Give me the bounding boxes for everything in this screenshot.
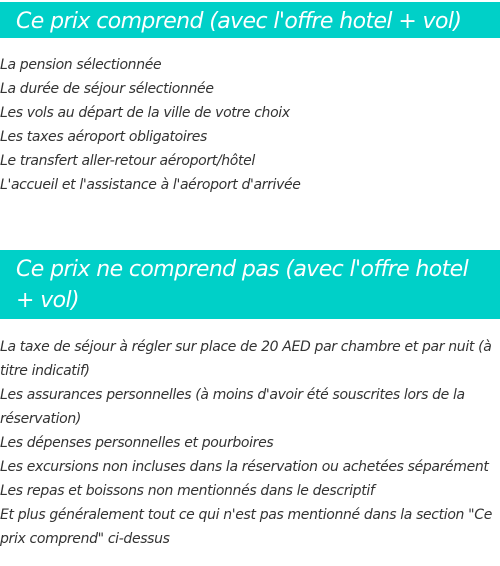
includes-item: Les taxes aéroport obligatoires — [0, 129, 207, 145]
excludes-item: Les repas et boissons non mentionnés dans le descriptif — [0, 483, 375, 499]
excludes-heading: Ce prix ne comprend pas (avec l'offre hotel + vol) — [0, 250, 500, 319]
includes-list — [0, 53, 500, 197]
includes-item: Les vols au départ de la ville de votre choix — [0, 105, 290, 121]
excludes-item: La taxe de séjour à régler sur place de 20 AED par chambre et par nuit (à titre indicatif) — [0, 339, 492, 379]
excludes-item: Et plus généralement tout ce qui n'est pas mentionné dans la section "Ce prix comprend" ci-dessus — [0, 507, 492, 547]
includes-item: La pension sélectionnée — [0, 57, 162, 73]
excludes-section — [0, 250, 500, 551]
includes-item: La durée de séjour sélectionnée — [0, 81, 214, 97]
includes-section — [0, 2, 500, 197]
excludes-item: Les dépenses personnelles et pourboires — [0, 435, 274, 451]
excludes-item: Les assurances personnelles (à moins d'avoir été souscrites lors de la réservation) — [0, 387, 465, 427]
includes-heading: Ce prix comprend (avec l'offre hotel + vol) — [0, 2, 500, 38]
includes-item: L'accueil et l'assistance à l'aéroport d'arrivée — [0, 177, 301, 193]
includes-item: Le transfert aller-retour aéroport/hôtel — [0, 153, 255, 169]
excludes-item: Les excursions non incluses dans la réservation ou achetées séparément — [0, 459, 489, 475]
excludes-list — [0, 335, 500, 551]
